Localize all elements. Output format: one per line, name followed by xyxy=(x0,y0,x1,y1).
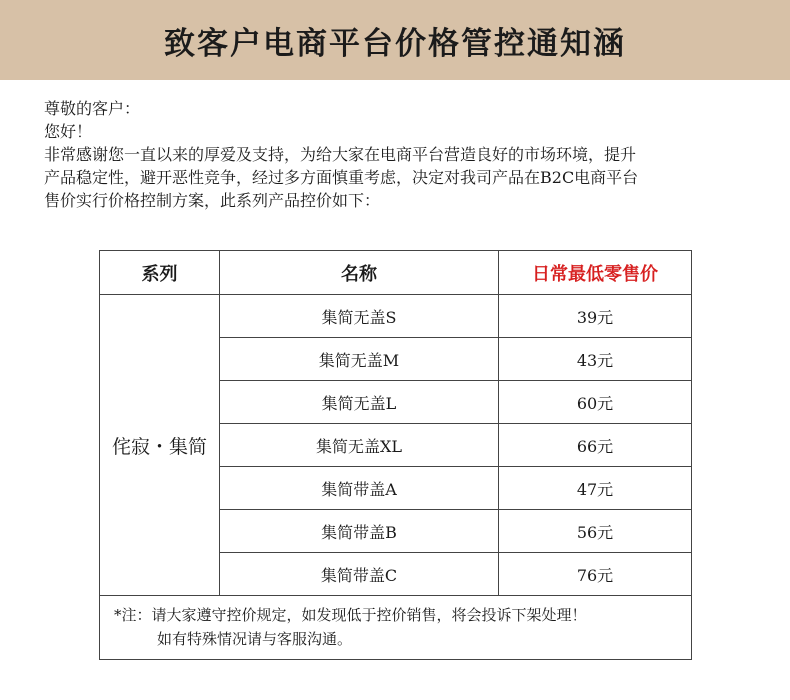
series-cell: 侘寂・集简 xyxy=(100,295,220,596)
product-price: 60元 xyxy=(499,381,692,424)
product-price: 43元 xyxy=(499,338,692,381)
body-line-2: 产品稳定性，避开恶性竞争，经过多方面慎重考虑，决定对我司产品在B2C电商平台 xyxy=(44,168,639,187)
product-price: 39元 xyxy=(499,295,692,338)
product-name: 集简无盖M xyxy=(220,338,499,381)
page-title: 致客户电商平台价格管控通知涵 xyxy=(164,25,626,62)
product-name: 集简带盖A xyxy=(220,467,499,510)
note-row xyxy=(100,596,692,660)
body-line-1: 非常感谢您一直以来的厚爱及支持，为给大家在电商平台营造良好的市场环境，提升 xyxy=(44,145,637,164)
letter-body xyxy=(44,97,754,212)
note-line-1: *注：请大家遵守控价规定，如发现低于控价销售，将会投诉下架处理！ xyxy=(114,605,587,624)
product-name: 集简带盖B xyxy=(220,510,499,553)
note-line-2: 如有特殊情况请与客服沟通。 xyxy=(157,629,353,648)
note-cell xyxy=(100,596,692,660)
hello: 您好！ xyxy=(44,122,93,141)
table-header-row xyxy=(100,251,692,295)
product-name: 集简带盖C xyxy=(220,553,499,596)
product-name: 集简无盖XL xyxy=(220,424,499,467)
product-price: 76元 xyxy=(499,553,692,596)
price-table xyxy=(99,250,692,660)
table-row xyxy=(100,295,692,338)
product-name: 集简无盖S xyxy=(220,295,499,338)
header-price: 日常最低零售价 xyxy=(499,251,692,295)
header-series: 系列 xyxy=(100,251,220,295)
product-price: 66元 xyxy=(499,424,692,467)
product-price: 56元 xyxy=(499,510,692,553)
body-line-3: 售价实行价格控制方案，此系列产品控价如下： xyxy=(44,191,381,210)
greeting: 尊敬的客户： xyxy=(44,99,141,118)
product-price: 47元 xyxy=(499,467,692,510)
title-banner xyxy=(0,0,790,80)
header-name: 名称 xyxy=(220,251,499,295)
product-name: 集简无盖L xyxy=(220,381,499,424)
